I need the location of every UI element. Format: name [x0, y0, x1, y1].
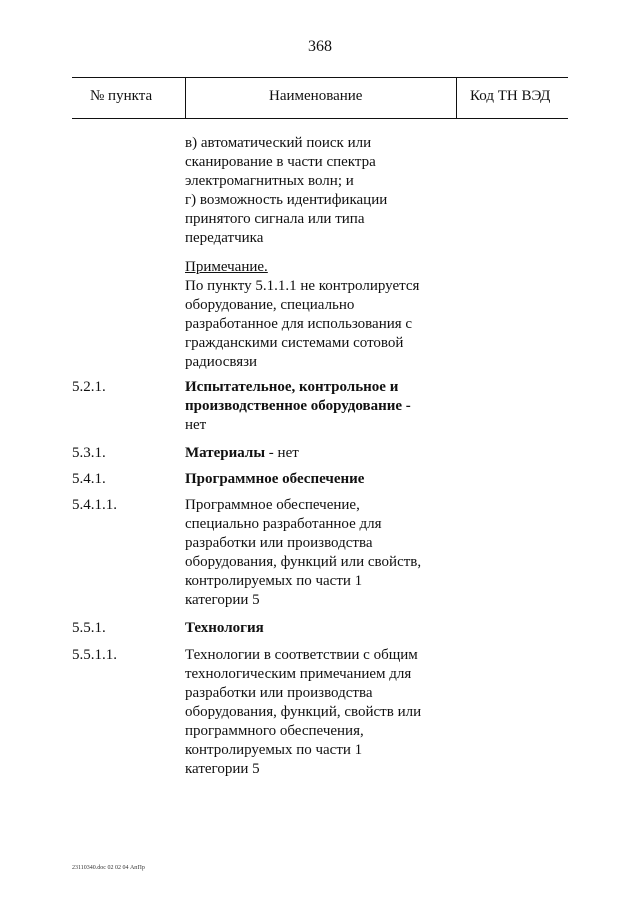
- row-5-3-1: [72, 444, 568, 463]
- text-line: разработки или производства: [185, 535, 373, 551]
- row-suffix: - нет: [265, 445, 299, 461]
- text-line: передатчика: [185, 230, 264, 246]
- continued-row: [72, 134, 568, 248]
- text-line: радиосвязи: [185, 354, 258, 370]
- text-line: специально разработанное для: [185, 516, 382, 532]
- row-title: Технология: [185, 620, 264, 636]
- text-line: категории 5: [185, 761, 260, 777]
- text-line: оборудования, функций или свойств,: [185, 554, 422, 570]
- text-line: Технологии в соответствии с общим: [185, 647, 418, 663]
- page-number: 368: [308, 38, 332, 55]
- text-line: гражданскими системами сотовой: [185, 335, 404, 351]
- row-title: Программное обеспечение: [185, 471, 365, 487]
- text-line: оборудование, специально: [185, 297, 355, 313]
- text-line: принятого сигнала или типа: [185, 211, 365, 227]
- text-line: Программное обеспечение,: [185, 497, 360, 513]
- text-line: в) автоматический поиск или: [185, 135, 372, 151]
- text-line: разработки или производства: [185, 685, 373, 701]
- row-5-5-1: [72, 619, 568, 638]
- header-number: № пункта: [90, 88, 153, 104]
- text-line: По пункту 5.1.1.1 не контролируется: [185, 278, 420, 294]
- text-line: контролируемых по части 1: [185, 573, 363, 589]
- row-number: 5.5.1.1.: [72, 647, 117, 663]
- document-footer: 23110340.doc 02 02 04 АпПр: [72, 865, 145, 871]
- text-line: электромагнитных волн; и: [185, 173, 354, 189]
- note-title: Примечание.: [185, 259, 268, 275]
- text-line: программного обеспечения,: [185, 723, 364, 739]
- row-5-4-1-1: [72, 496, 568, 610]
- table-body: [72, 134, 568, 779]
- row-5-5-1-1: [72, 646, 568, 779]
- text-line: контролируемых по части 1: [185, 742, 363, 758]
- row-title: Материалы: [185, 445, 266, 461]
- note-row: [72, 258, 568, 372]
- row-number: 5.3.1.: [72, 445, 106, 461]
- header-code: Код ТН ВЭД: [470, 88, 551, 104]
- header-name: Наименование: [269, 88, 363, 104]
- text-line: категории 5: [185, 592, 260, 608]
- header-divider: [456, 78, 457, 118]
- header-divider: [185, 78, 186, 118]
- row-5-4-1: [72, 470, 568, 489]
- text-line: оборудования, функций, свойств или: [185, 704, 422, 720]
- row-5-2-1: [72, 378, 568, 435]
- row-title: производственное оборудование -: [185, 398, 411, 414]
- text-line: разработанное для использования с: [185, 316, 413, 332]
- table-header: [72, 77, 568, 119]
- row-suffix: нет: [185, 417, 207, 433]
- text-line: технологическим примечанием для: [185, 666, 412, 682]
- text-line: сканирование в части спектра: [185, 154, 376, 170]
- row-number: 5.4.1.: [72, 471, 106, 487]
- text-line: г) возможность идентификации: [185, 192, 388, 208]
- row-number: 5.4.1.1.: [72, 497, 117, 513]
- row-title: Испытательное, контрольное и: [185, 379, 399, 395]
- row-number: 5.5.1.: [72, 620, 106, 636]
- row-number: 5.2.1.: [72, 379, 106, 395]
